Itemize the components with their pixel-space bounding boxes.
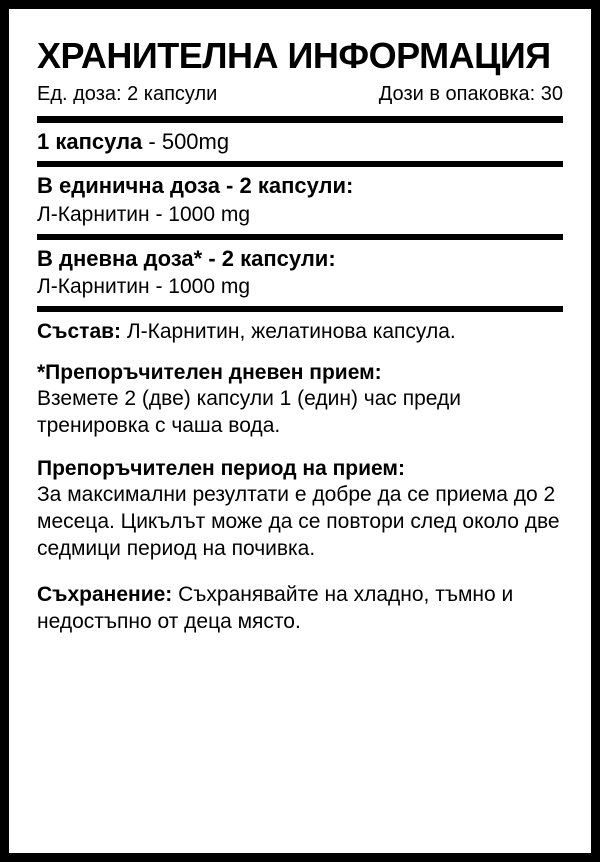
- storage-label: Съхранение:: [37, 582, 173, 606]
- per-day-row: Л-Карнитин - 1000 mg: [37, 275, 251, 299]
- period-heading: Препоръчителен период на прием:: [37, 456, 405, 480]
- divider-top: [37, 116, 563, 123]
- capsule-weight-block: [37, 129, 563, 155]
- storage-line: [37, 581, 563, 636]
- per-serving-block: [37, 173, 563, 228]
- capsule-weight-bold: 1 капсула: [37, 128, 143, 154]
- serving-info-row: [37, 83, 563, 106]
- storage-value: Съхранявайте на хладно, тъмно и недостъпно от деца място.: [37, 582, 514, 633]
- capsule-weight-line: [37, 129, 563, 155]
- servings-per-container: Дози в опаковка: 30: [378, 82, 563, 105]
- daily-dose-block: [37, 360, 563, 440]
- per-serving-heading: В единична доза - 2 капсули:: [37, 173, 354, 199]
- per-day-heading: В дневна доза* - 2 капсули:: [37, 245, 336, 271]
- ingredients-value: Л-Карнитин, желатинова капсула.: [121, 320, 456, 344]
- per-serving-row: Л-Карнитин - 1000 mg: [37, 202, 251, 226]
- divider-bottom: [37, 306, 563, 312]
- period-block: [37, 456, 563, 563]
- daily-dose-body: Вземете 2 (две) капсули 1 (един) час преди тренировка с чаша вода.: [37, 387, 461, 437]
- daily-dose-heading: *Препоръчителен дневен прием:: [37, 360, 382, 384]
- ingredients-line: [37, 318, 563, 345]
- serving-size: Ед. доза: 2 капсули: [37, 82, 218, 105]
- period-body: За максимални резултати е добре да се приема до 2 месеца. Цикълът може да се повтори след около две седмици период на почивка.: [37, 483, 560, 560]
- divider-daily: [37, 234, 563, 240]
- ingredients-label: Състав:: [37, 320, 122, 344]
- capsule-weight-value: - 500mg: [142, 128, 230, 154]
- divider-serving: [37, 161, 563, 167]
- page-title: ХРАНИТЕЛНА ИНФОРМАЦИЯ: [37, 35, 551, 76]
- per-day-block: [37, 246, 563, 301]
